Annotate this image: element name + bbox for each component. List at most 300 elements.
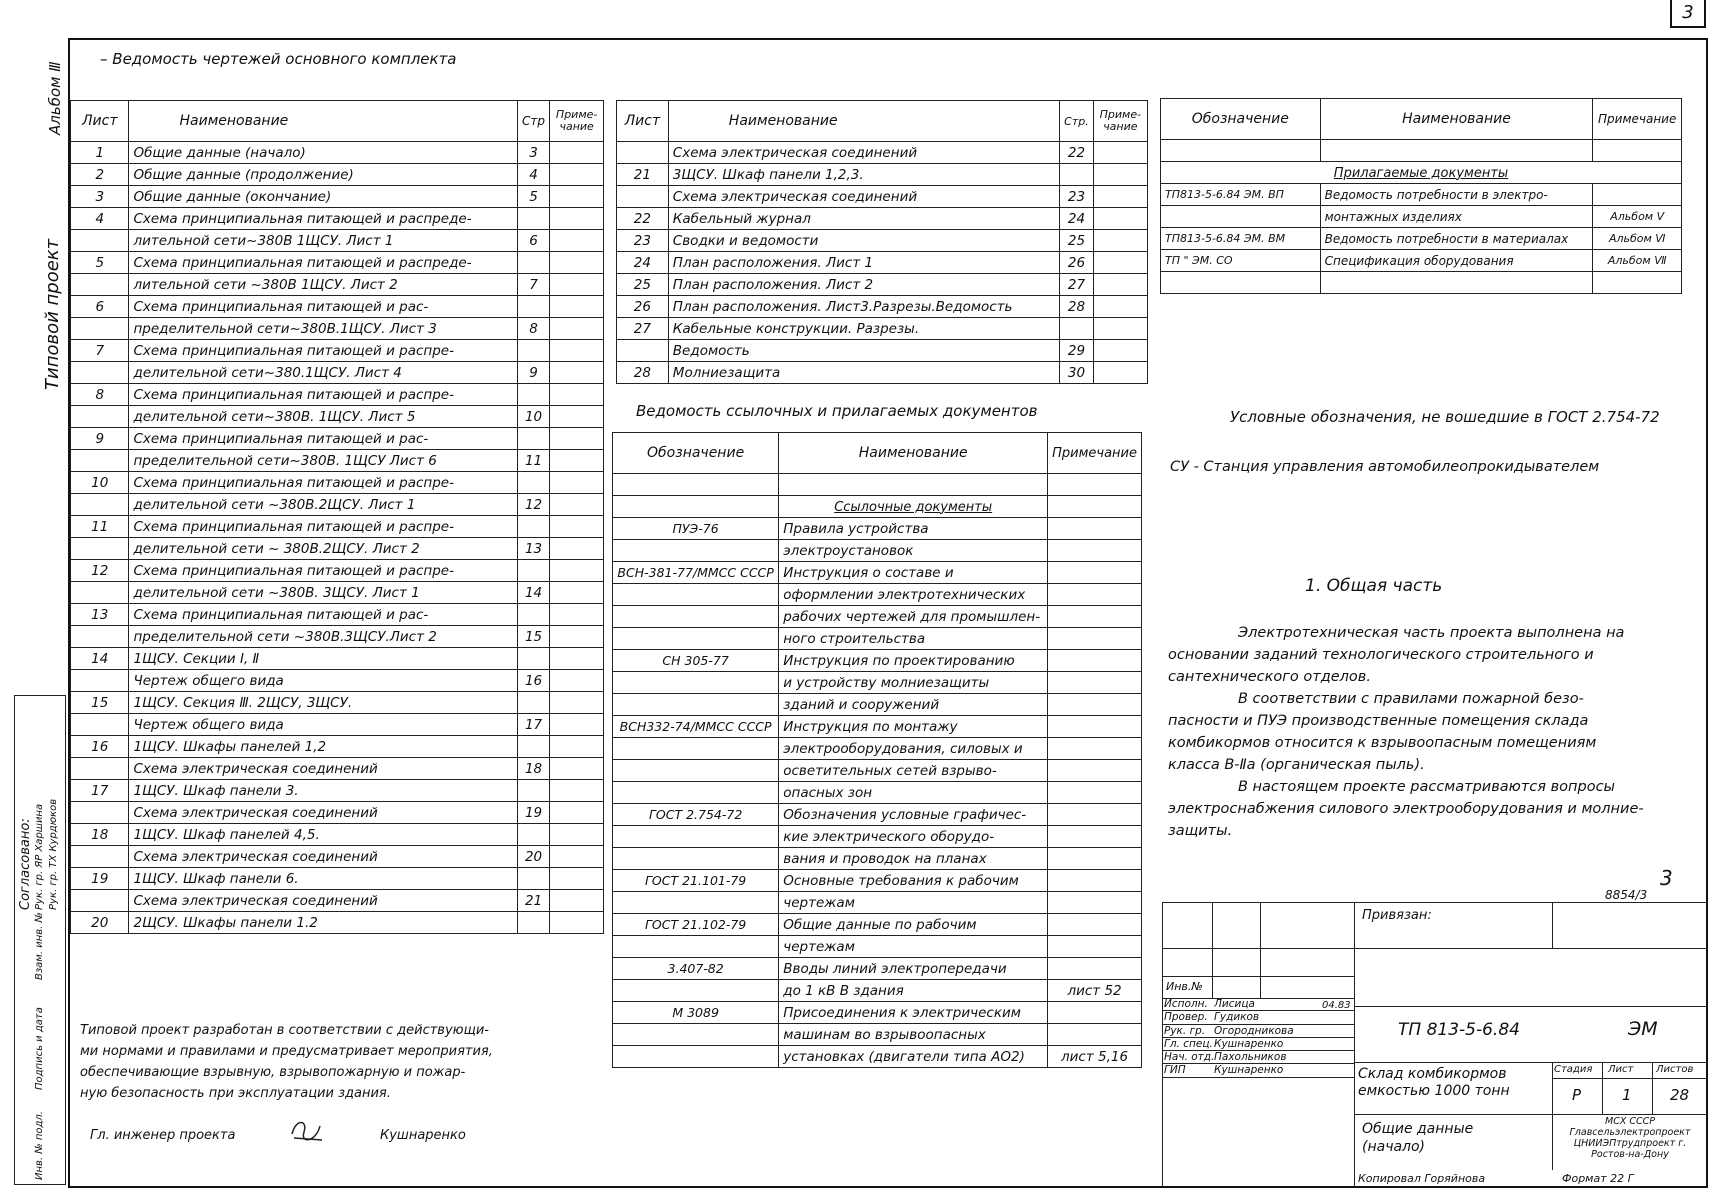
row-sheet: 17 — [71, 780, 129, 802]
row-page — [517, 604, 549, 626]
table-row — [613, 980, 1142, 1002]
table-row — [71, 714, 604, 736]
row-sheet — [71, 670, 129, 692]
row-page: 29 — [1060, 340, 1094, 362]
row-name: установках (двигатели типа АО2) — [779, 1046, 1048, 1068]
row-page: 23 — [1060, 186, 1094, 208]
row-page — [517, 384, 549, 406]
row-name: делительной сети ~380В. 3ЩСУ. Лист 1 — [129, 582, 517, 604]
row-name: чертежам — [779, 892, 1048, 914]
row-note — [1093, 142, 1147, 164]
row-note — [1048, 936, 1142, 958]
row-note — [550, 758, 604, 780]
general-line: класса В-Ⅱа (органическая пыль). — [1168, 757, 1425, 773]
row-page — [517, 692, 549, 714]
row-page: 12 — [517, 494, 549, 516]
row-code — [613, 892, 779, 914]
table-row — [71, 670, 604, 692]
table-row — [71, 252, 604, 274]
inv-label: Инв.№ — [1166, 980, 1203, 993]
table-row — [617, 340, 1148, 362]
row-page: 9 — [517, 362, 549, 384]
row-sheet: 3 — [71, 186, 129, 208]
general-line: основании заданий технологического строительного и — [1168, 647, 1594, 663]
row-note — [1093, 252, 1147, 274]
row-code — [613, 826, 779, 848]
table-row — [71, 230, 604, 252]
row-sheet: 4 — [71, 208, 129, 230]
row-sheet: 14 — [71, 648, 129, 670]
row-page: 30 — [1060, 362, 1094, 384]
row-code — [613, 936, 779, 958]
row-note — [1593, 184, 1682, 206]
tb-divider — [1602, 1062, 1603, 1114]
row-name: монтажных изделиях — [1320, 206, 1593, 228]
row-note — [1048, 1024, 1142, 1046]
agreed-row: Рук. гр. ЯР Харшина — [34, 803, 45, 910]
row-note — [1048, 804, 1142, 826]
row-code: ГОСТ 21.102-79 — [613, 914, 779, 936]
tb-divider — [1354, 1062, 1708, 1063]
row-sheet: 24 — [617, 252, 669, 274]
row-code — [613, 606, 779, 628]
table-row — [71, 802, 604, 824]
row-note — [550, 406, 604, 428]
row-code: ТП813-5-6.84 ЭМ. ВМ — [1161, 228, 1321, 250]
row-code — [613, 848, 779, 870]
row-note — [550, 318, 604, 340]
table-row — [613, 892, 1142, 914]
row-name: рабочих чертежей для промышлен- — [779, 606, 1048, 628]
row-code: ПУЭ-76 — [613, 518, 779, 540]
row-name: опасных зон — [779, 782, 1048, 804]
row-code — [613, 694, 779, 716]
row-note — [1048, 826, 1142, 848]
row-name: Чертеж общего вида — [129, 714, 517, 736]
row-page — [1060, 318, 1094, 340]
row-page: 27 — [1060, 274, 1094, 296]
col-note: Примечание — [1048, 433, 1142, 474]
role-person: Лисица — [1214, 998, 1255, 1010]
row-note — [550, 604, 604, 626]
row-page — [517, 208, 549, 230]
agreed-label: Согласовано: — [18, 818, 33, 910]
role-label: Гл. спец. — [1164, 1037, 1213, 1050]
row-note — [550, 340, 604, 362]
row-note — [1048, 782, 1142, 804]
table-row — [71, 340, 604, 362]
object-name: Склад комбикормов емкостью 1000 тонн — [1358, 1066, 1510, 1099]
row-name: Общие данные (окончание) — [129, 186, 517, 208]
row-sheet: 27 — [617, 318, 669, 340]
table-row — [71, 274, 604, 296]
row-note — [550, 494, 604, 516]
row-name: Схема электрическая соединений — [129, 890, 517, 912]
table-row — [71, 164, 604, 186]
drawings-table-2 — [616, 100, 1148, 384]
row-code — [613, 980, 779, 1002]
row-sheet: 1 — [71, 142, 129, 164]
row-code — [613, 738, 779, 760]
row-page — [517, 472, 549, 494]
title-block — [1162, 902, 1708, 1188]
col-code: Обозначение — [613, 433, 779, 474]
row-code: М 3089 — [613, 1002, 779, 1024]
table-row — [613, 870, 1142, 892]
row-name: Общие данные (начало) — [129, 142, 517, 164]
role-row — [1162, 1064, 1354, 1077]
table-row — [71, 142, 604, 164]
row-note — [1093, 318, 1147, 340]
table-row — [613, 1002, 1142, 1024]
table-row — [613, 628, 1142, 650]
row-note — [550, 670, 604, 692]
table-row — [617, 142, 1148, 164]
table-row — [71, 626, 604, 648]
row-sheet — [71, 274, 129, 296]
row-sheet: 21 — [617, 164, 669, 186]
table-row — [617, 252, 1148, 274]
row-code: 3.407-82 — [613, 958, 779, 980]
row-empty — [1593, 272, 1682, 294]
table-row — [1161, 206, 1682, 228]
row-sheet — [71, 758, 129, 780]
row-page: 4 — [517, 164, 549, 186]
row-code — [613, 628, 779, 650]
format-label: Формат 22 Г — [1562, 1172, 1634, 1185]
table-row — [617, 318, 1148, 340]
tb-divider — [1552, 1062, 1553, 1114]
row-note — [550, 362, 604, 384]
row-page: 20 — [517, 846, 549, 868]
row-note — [550, 186, 604, 208]
row-sheet — [71, 230, 129, 252]
row-sheet: 12 — [71, 560, 129, 582]
row-sheet — [71, 362, 129, 384]
row-note — [550, 868, 604, 890]
row-page: 14 — [517, 582, 549, 604]
row-page: 11 — [517, 450, 549, 472]
row-page: 25 — [1060, 230, 1094, 252]
row-name: Схема принципиальная питающей и распреде- — [129, 252, 517, 274]
row-sheet — [71, 538, 129, 560]
row-sheet: 11 — [71, 516, 129, 538]
row-note — [550, 450, 604, 472]
row-name: машинам во взрывоопасных — [779, 1024, 1048, 1046]
row-sheet: 16 — [71, 736, 129, 758]
row-note — [1048, 672, 1142, 694]
row-name: Чертеж общего вида — [129, 670, 517, 692]
row-page: 13 — [517, 538, 549, 560]
col-name: Наименование — [779, 433, 1048, 474]
row-sheet — [71, 802, 129, 824]
row-note — [1048, 870, 1142, 892]
row-name: Схема электрическая соединений — [668, 142, 1059, 164]
role-label: Провер. — [1164, 1011, 1208, 1024]
row-note — [550, 802, 604, 824]
general-line: Электротехническая часть проекта выполнена на — [1238, 625, 1625, 641]
row-page: 6 — [517, 230, 549, 252]
row-sheet: 2 — [71, 164, 129, 186]
row-page — [517, 780, 549, 802]
col-name: Наименование — [1320, 99, 1593, 140]
row-name: Схема электрическая соединений — [129, 846, 517, 868]
row-note — [1048, 584, 1142, 606]
general-line: В настоящем проекте рассматриваются вопросы — [1238, 779, 1615, 795]
page-number: 3 — [1670, 0, 1706, 28]
row-code — [613, 672, 779, 694]
row-page — [517, 824, 549, 846]
table-row — [613, 760, 1142, 782]
row-name: оформлении электротехнических — [779, 584, 1048, 606]
row-note — [1048, 848, 1142, 870]
row-sheet — [71, 714, 129, 736]
row-name: пределительной сети~380В.1ЩСУ. Лист 3 — [129, 318, 517, 340]
row-sheet — [71, 450, 129, 472]
album-label: Альбом Ⅲ — [46, 61, 64, 135]
sheets-value: 28 — [1670, 1086, 1690, 1104]
tb-divider — [1162, 948, 1708, 949]
row-name: вания и проводок на планах — [779, 848, 1048, 870]
tb-divider — [1552, 1114, 1553, 1170]
tb-divider — [1354, 1114, 1708, 1115]
row-name: осветительных сетей взрыво- — [779, 760, 1048, 782]
row-note — [1093, 340, 1147, 362]
row-note — [550, 714, 604, 736]
col-name: Наименование — [129, 101, 517, 142]
row-name: Кабельные конструкции. Разрезы. — [668, 318, 1059, 340]
col-page: Стр. — [1060, 101, 1094, 142]
row-name: Инструкция по монтажу — [779, 716, 1048, 738]
table-row — [71, 582, 604, 604]
footer-line: ную безопасность при эксплуатации здания. — [80, 1086, 391, 1101]
row-sheet: 10 — [71, 472, 129, 494]
row-name: зданий и сооружений — [779, 694, 1048, 716]
references-title: Ведомость ссылочных и прилагаемых документов — [636, 402, 1038, 420]
row-note — [550, 692, 604, 714]
row-name: Инструкция о составе и — [779, 562, 1048, 584]
row-sheet: 28 — [617, 362, 669, 384]
table-row — [71, 384, 604, 406]
row-code: ВСН332-74/ММСС СССР — [613, 716, 779, 738]
row-name: электроустановок — [779, 540, 1048, 562]
row-name: 1ЩСУ. Секции Ⅰ, Ⅱ — [129, 648, 517, 670]
table-row — [613, 804, 1142, 826]
row-note — [1093, 164, 1147, 186]
row-name: Схема принципиальная питающей и рас- — [129, 296, 517, 318]
row-note — [1048, 540, 1142, 562]
table-row — [71, 604, 604, 626]
row-note — [550, 626, 604, 648]
row-sheet: 20 — [71, 912, 129, 934]
table-row — [613, 716, 1142, 738]
role-row — [1162, 1025, 1354, 1038]
row-sheet: 18 — [71, 824, 129, 846]
general-line: электроснабжения силового электрооборудования и молние- — [1168, 801, 1644, 817]
row-note — [550, 164, 604, 186]
row-sheet: 7 — [71, 340, 129, 362]
col-sheet: Лист — [617, 101, 669, 142]
row-note — [1048, 892, 1142, 914]
row-page: 3 — [517, 142, 549, 164]
col-name: Наименование — [668, 101, 1059, 142]
general-line: комбикормов относится к взрывоопасным помещениям — [1168, 735, 1597, 751]
table-row — [71, 362, 604, 384]
row-sheet: 8 — [71, 384, 129, 406]
row-name: Схема принципиальная питающей и распре- — [129, 560, 517, 582]
row-page: 21 — [517, 890, 549, 912]
doc-title: Общие данные (начало) — [1362, 1121, 1474, 1155]
row-name: лительной сети ~380В 1ЩСУ. Лист 2 — [129, 274, 517, 296]
footer-note — [80, 1020, 493, 1104]
general-line: пасности и ПУЭ производственные помещения склада — [1168, 713, 1589, 729]
table-row — [613, 650, 1142, 672]
row-sheet: 5 — [71, 252, 129, 274]
general-text — [1168, 622, 1688, 842]
role-label: Рук. гр. — [1164, 1024, 1206, 1037]
row-name: Вводы линий электропередачи — [779, 958, 1048, 980]
tb-divider — [1552, 902, 1553, 948]
tb-divider — [1260, 902, 1261, 998]
row-name: Сводки и ведомости — [668, 230, 1059, 252]
row-page — [517, 912, 549, 934]
table-row — [613, 848, 1142, 870]
general-line: В соответствии с правилами пожарной безо- — [1238, 691, 1584, 707]
row-name: ного строительства — [779, 628, 1048, 650]
row-note — [1048, 738, 1142, 760]
table-row — [617, 186, 1148, 208]
row-empty — [1320, 272, 1593, 294]
row-sheet — [71, 318, 129, 340]
row-page — [517, 516, 549, 538]
table-row — [71, 494, 604, 516]
org-name: МСХ СССР Главсельэлектропроект ЦНИИЭПтрудпроект г. Ростов-на-Дону — [1569, 1116, 1691, 1160]
row-sheet: 6 — [71, 296, 129, 318]
row-name: 1ЩСУ. Шкаф панели 6. — [129, 868, 517, 890]
row-page: 15 — [517, 626, 549, 648]
role-person: Огородникова — [1214, 1024, 1294, 1037]
table-row — [613, 562, 1142, 584]
role-row — [1162, 1051, 1354, 1064]
row-page: 22 — [1060, 142, 1094, 164]
row-name: Схема электрическая соединений — [668, 186, 1059, 208]
engineer-name: Кушнаренко — [380, 1128, 466, 1143]
row-note — [550, 824, 604, 846]
row-note — [550, 384, 604, 406]
table-row — [1161, 250, 1682, 272]
row-note — [550, 252, 604, 274]
row-note — [550, 736, 604, 758]
row-page: 16 — [517, 670, 549, 692]
row-name: 1ЩСУ. Шкаф панели 3. — [129, 780, 517, 802]
footer-line: ми нормами и правилами и предусматривает мероприятия, — [80, 1044, 493, 1059]
row-name: Схема электрическая соединений — [129, 802, 517, 824]
row-name: и устройству молниезащиты — [779, 672, 1048, 694]
tb-divider — [1354, 1006, 1708, 1007]
table-row — [617, 164, 1148, 186]
row-page — [517, 868, 549, 890]
row-note — [550, 142, 604, 164]
table-row — [71, 516, 604, 538]
row-name: до 1 кВ В здания — [779, 980, 1048, 1002]
tb-divider — [1162, 976, 1354, 977]
row-note — [1093, 362, 1147, 384]
row-name: Молниезащита — [668, 362, 1059, 384]
row-note: лист 5,16 — [1048, 1046, 1142, 1068]
legend-item: СУ - Станция управления автомобилеопрокидывателем — [1170, 459, 1600, 475]
row-name: делительной сети~380.1ЩСУ. Лист 4 — [129, 362, 517, 384]
col-sheet: Лист — [71, 101, 129, 142]
sheets-label: Листов — [1656, 1064, 1694, 1075]
role-person: Пахольников — [1214, 1051, 1287, 1064]
copied-label: Копировал Горяйнова — [1358, 1172, 1486, 1185]
table-row — [71, 296, 604, 318]
table-row — [71, 912, 604, 934]
legend-title: Условные обозначения, не вошедшие в ГОСТ 2.754-72 — [1230, 408, 1660, 426]
row-code — [613, 760, 779, 782]
drawings-list-title: – Ведомость чертежей основного комплекта — [100, 50, 457, 68]
col-note: Приме-чание — [550, 101, 604, 142]
row-sheet — [617, 142, 669, 164]
row-name: делительной сети ~ 380В.2ЩСУ. Лист 2 — [129, 538, 517, 560]
row-note — [550, 230, 604, 252]
row-page — [517, 648, 549, 670]
row-code: СН 305-77 — [613, 650, 779, 672]
role-row — [1162, 1011, 1354, 1024]
row-note — [550, 890, 604, 912]
references-table — [612, 432, 1142, 1068]
row-sheet — [71, 890, 129, 912]
row-page — [517, 252, 549, 274]
table-row — [613, 936, 1142, 958]
row-note — [550, 846, 604, 868]
tb-divider — [1652, 1062, 1653, 1114]
row-name: Спецификация оборудования — [1320, 250, 1593, 272]
table-row — [71, 758, 604, 780]
table-row — [71, 186, 604, 208]
col-code: Обозначение — [1161, 99, 1321, 140]
row-name: лительной сети~380В 1ЩСУ. Лист 1 — [129, 230, 517, 252]
row-name: делительной сети~380В. 1ЩСУ. Лист 5 — [129, 406, 517, 428]
table-row — [71, 428, 604, 450]
row-name: Схема принципиальная питающей и распре- — [129, 516, 517, 538]
row-name: Кабельный журнал — [668, 208, 1059, 230]
handwritten-number: 3 — [1660, 866, 1673, 890]
general-title: 1. Общая часть — [1305, 576, 1443, 596]
row-note — [1048, 760, 1142, 782]
row-note — [550, 912, 604, 934]
table-row — [617, 362, 1148, 384]
row-code — [613, 584, 779, 606]
table-row — [1161, 272, 1682, 294]
table-row — [613, 738, 1142, 760]
row-name: Обозначения условные графичес- — [779, 804, 1048, 826]
row-note: Альбом Ⅶ — [1593, 250, 1682, 272]
row-name: пределительной сети ~380В.3ЩСУ.Лист 2 — [129, 626, 517, 648]
row-page: 24 — [1060, 208, 1094, 230]
row-name: Схема электрическая соединений — [129, 758, 517, 780]
row-name: Схема принципиальная питающей и рас- — [129, 604, 517, 626]
doc-mark: ЭМ — [1628, 1018, 1658, 1040]
row-note — [1093, 230, 1147, 252]
table-row — [71, 560, 604, 582]
table-row — [71, 890, 604, 912]
table-row — [617, 230, 1148, 252]
row-note — [1048, 518, 1142, 540]
footer-line: обеспечивающие взрывную, взрывопожарную и пожар- — [80, 1065, 466, 1080]
row-note: Альбом Ⅴ — [1593, 206, 1682, 228]
table-row — [71, 868, 604, 890]
